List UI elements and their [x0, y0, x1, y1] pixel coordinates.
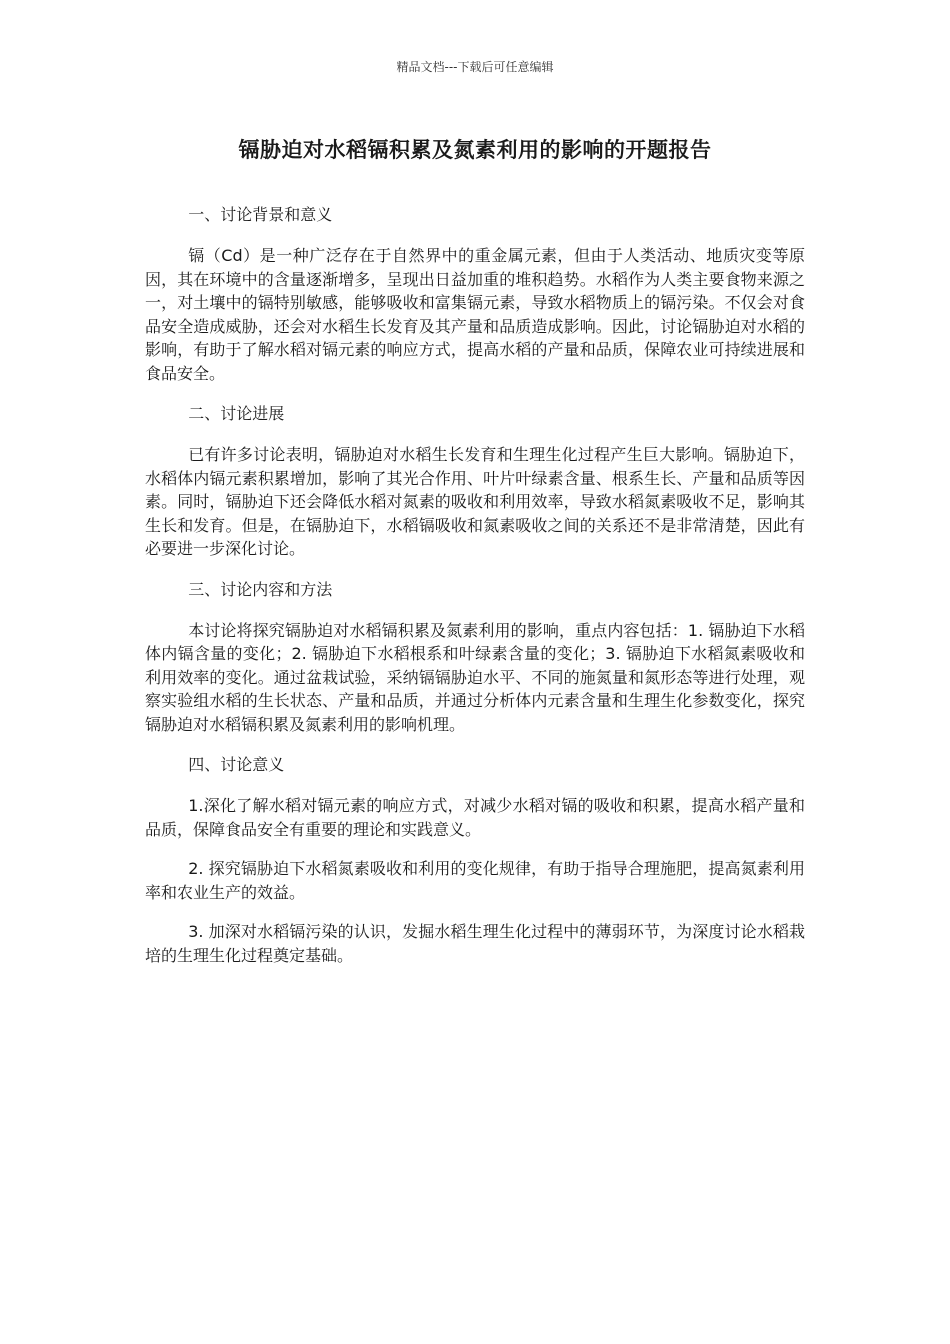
- section-heading-methods: 三、讨论内容和方法: [188, 579, 333, 599]
- paragraph-significance-3: 3. 加深对水稻镉污染的认识，发掘水稻生理生化过程中的薄弱环节，为深度讨论水稻栽培的生理生化过程奠定基础。: [145, 922, 805, 965]
- page-title: 镉胁迫对水稻镉积累及氮素利用的影响的开题报告: [238, 138, 712, 162]
- paragraph-methods: 本讨论将探究镉胁迫对水稻镉积累及氮素利用的影响，重点内容包括：1. 镉胁迫下水稻体内镉含量的变化；2. 镉胁迫下水稻根系和叶绿素含量的变化；3. 镉胁迫下水稻氮素吸收和利用效率的变化。通过盆栽试验，采纳镉镉胁迫水平、不同的施氮量和氮形态等进行处理，观察实验组水稻的生长状态、产量和品质，并通过分析体内元素含量和生理生化参数变化，探究镉胁迫对水稻镉积累及氮素利用的影响机理。: [145, 620, 805, 734]
- paragraph-progress: 已有许多讨论表明，镉胁迫对水稻生长发育和生理生化过程产生巨大影响。镉胁迫下，水稻体内镉元素积累增加，影响了其光合作用、叶片叶绿素含量、根系生长、产量和品质等因素。同时，镉胁迫下还会降低水稻对氮素的吸收和利用效率，导致水稻氮素吸收不足，影响其生长和发育。但是，在镉胁迫下，水稻镉吸收和氮素吸收之间的关系还不是非常清楚，因此有必要进一步深化讨论。: [145, 445, 805, 558]
- paragraph-significance-2: 2. 探究镉胁迫下水稻氮素吸收和利用的变化规律，有助于指导合理施肥，提高氮素利用率和农业生产的效益。: [145, 859, 805, 902]
- section-heading-significance: 四、讨论意义: [188, 755, 285, 774]
- paragraph-significance-1: 1.深化了解水稻对镉元素的响应方式，对减少水稻对镉的吸收和积累，提高水稻产量和品质，保障食品安全有重要的理论和实践意义。: [145, 796, 805, 839]
- section-heading-background: 一、讨论背景和意义: [188, 205, 333, 224]
- document-body: [145, 134, 805, 983]
- section-heading-progress: 二、讨论进展: [188, 404, 285, 423]
- header-note: 精品文档---下载后可任意编辑: [396, 60, 554, 74]
- paragraph-background: 镉（Cd）是一种广泛存在于自然界中的重金属元素，但由于人类活动、地质灾变等原因，其在环境中的含量逐渐增多，呈现出日益加重的堆积趋势。水稻作为人类主要食物来源之一，对土壤中的镉特别敏感，能够吸收和富集镉元素，导致水稻物质上的镉污染。不仅会对食品安全造成威胁，还会对水稻生长发育及其产量和品质造成影响。因此，讨论镉胁迫对水稻的影响，有助于了解水稻对镉元素的响应方式，提高水稻的产量和品质，保障农业可持续进展和食品安全。: [145, 246, 805, 383]
